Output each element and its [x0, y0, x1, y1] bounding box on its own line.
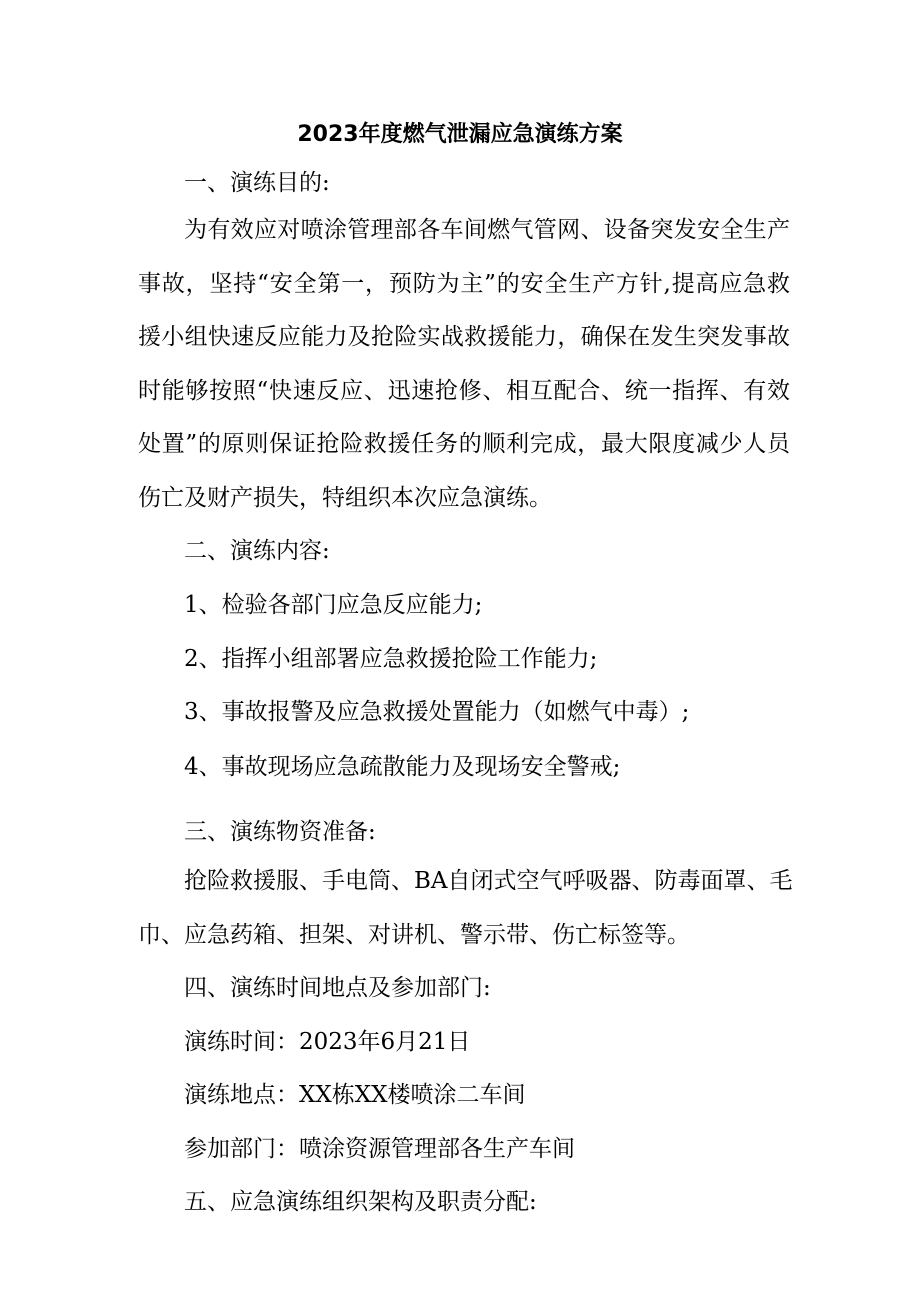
drill-location: 演练地点：XX栋XX楼喷涂二车间	[184, 1082, 526, 1108]
materials-paragraph-line: 抢险救援服、手电筒、BA自闭式空气呼吸器、防毒面罩、毛	[184, 868, 793, 894]
section-heading-content: 二、演练内容:	[184, 538, 330, 564]
drill-time: 演练时间：2023年6月21日	[184, 1029, 471, 1055]
purpose-paragraph-line: 时能够按照“快速反应、迅速抢修、相互配合、统一指挥、有效	[138, 378, 790, 404]
purpose-paragraph-line: 处置”的原则保证抢险救援任务的顺利完成，最大限度减少人员	[138, 431, 790, 457]
section-heading-purpose: 一、演练目的:	[184, 170, 330, 196]
content-list-item: 1、检验各部门应急反应能力;	[184, 592, 483, 618]
purpose-paragraph-line: 事故，坚持“安全第一，预防为主”的安全生产方针,提高应急救	[138, 271, 790, 297]
section-heading-materials: 三、演练物资准备:	[184, 819, 376, 845]
document-title: 2023年度燃气泄漏应急演练方案	[297, 122, 623, 147]
purpose-paragraph-line: 为有效应对喷涂管理部各车间燃气管网、设备突发安全生产	[184, 217, 790, 243]
section-heading-time-place: 四、演练时间地点及参加部门:	[184, 975, 491, 1001]
content-list-item: 3、事故报警及应急救援处置能力（如燃气中毒）;	[184, 699, 690, 725]
purpose-paragraph-line: 援小组快速反应能力及抢险实战救援能力，确保在发生突发事故	[138, 324, 790, 350]
materials-paragraph-line: 巾、应急药箱、担架、对讲机、警示带、伤亡标签等。	[138, 922, 690, 948]
section-heading-organization: 五、应急演练组织架构及职责分配:	[184, 1189, 537, 1215]
purpose-paragraph-line: 伤亡及财产损失，特组织本次应急演练。	[138, 485, 552, 511]
participating-departments: 参加部门：喷涂资源管理部各生产车间	[184, 1136, 575, 1162]
content-list-item: 4、事故现场应急疏散能力及现场安全警戒;	[184, 754, 621, 780]
content-list-item: 2、指挥小组部署应急救援抢险工作能力;	[184, 646, 598, 672]
